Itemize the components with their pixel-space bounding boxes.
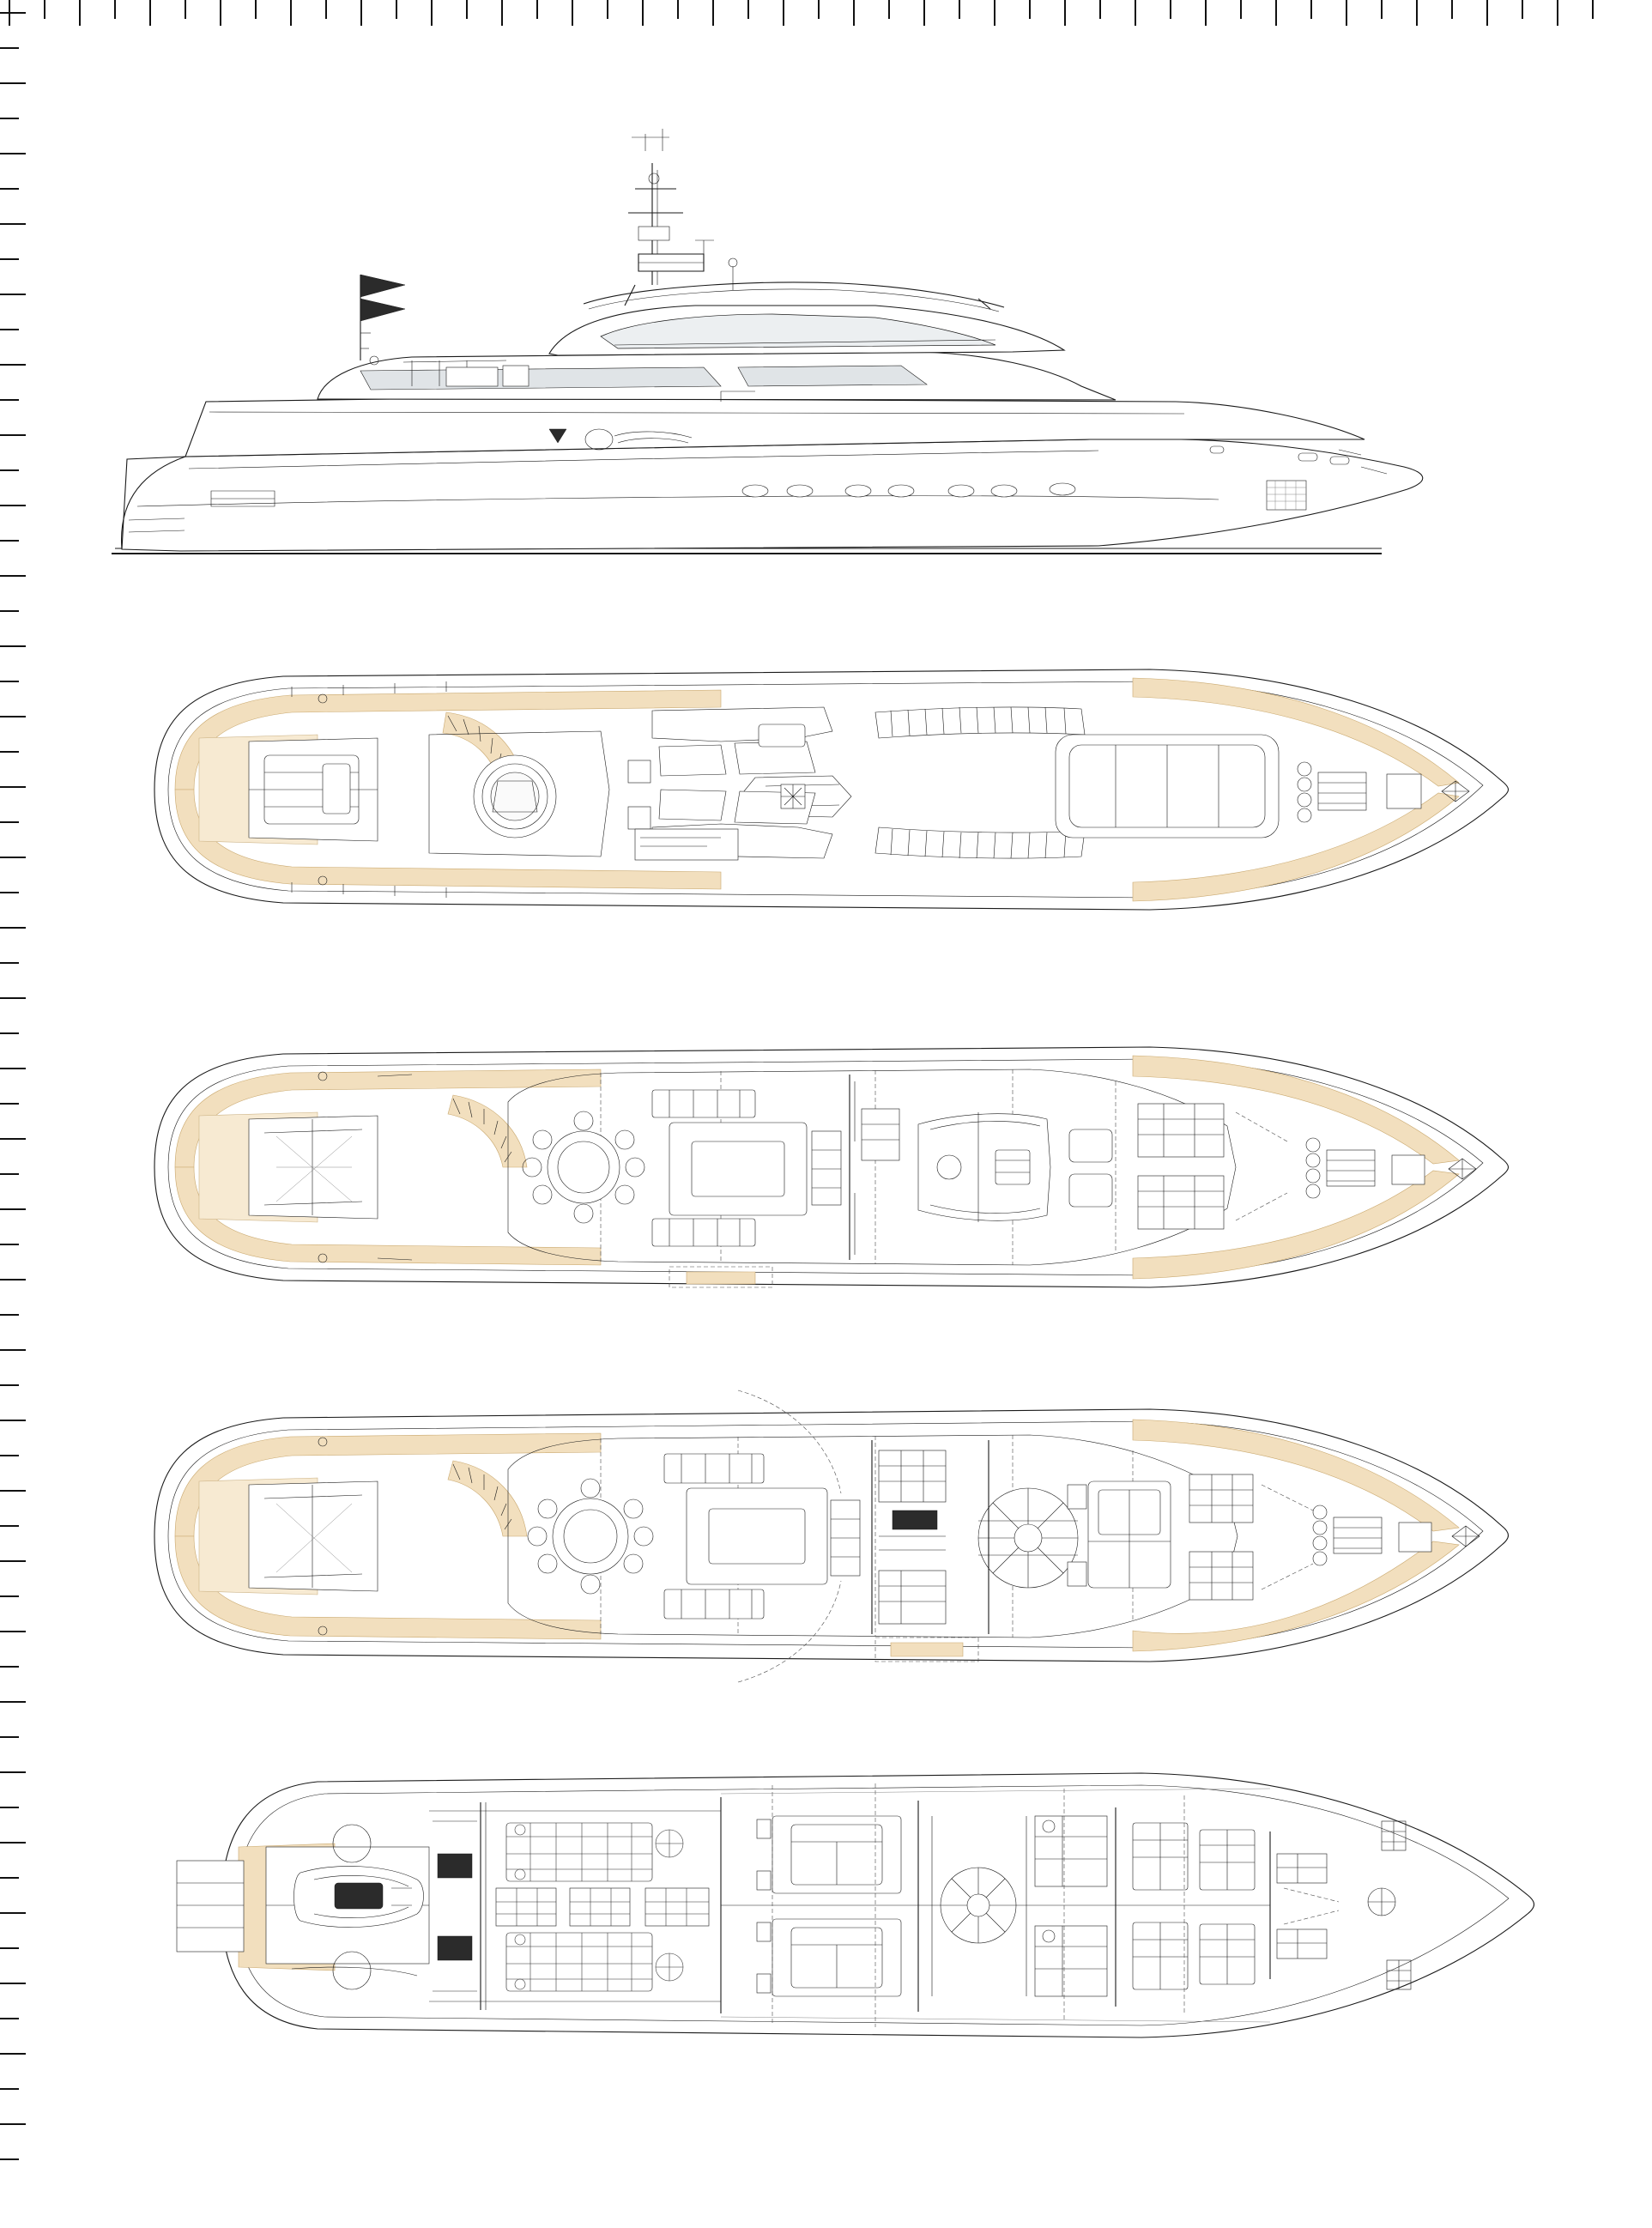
- ruler-tick: [501, 0, 503, 26]
- ruler-tick: [0, 153, 26, 154]
- ruler-tick: [0, 1420, 26, 1421]
- ruler-tick: [0, 1208, 26, 1210]
- ruler-tick: [0, 1947, 19, 1949]
- ruler-tick: [959, 0, 960, 19]
- ruler-tick: [783, 0, 784, 26]
- ruler-tick: [0, 47, 19, 49]
- ruler-tick: [114, 0, 116, 19]
- ruler-tick: [1557, 0, 1558, 26]
- horizontal-scale-ruler: [0, 0, 1652, 39]
- ruler-tick: [853, 0, 855, 26]
- ruler-tick: [220, 0, 221, 26]
- ruler-tick: [0, 575, 26, 577]
- ruler-tick: [0, 1631, 26, 1632]
- ruler-tick: [0, 1068, 26, 1069]
- ruler-tick: [0, 540, 19, 542]
- main-deck-plan-view: [120, 1390, 1579, 1682]
- ruler-tick: [0, 329, 19, 330]
- ruler-tick: [607, 0, 608, 19]
- ruler-tick: [1381, 0, 1383, 19]
- ruler-tick: [431, 0, 433, 26]
- ruler-tick: [0, 681, 19, 682]
- ruler-tick: [0, 1842, 26, 1844]
- ruler-tick: [0, 469, 19, 471]
- lower-deck-plan-view: [120, 1751, 1579, 2060]
- ruler-tick: [0, 82, 26, 84]
- upper-deck-plan-view: [120, 1030, 1579, 1305]
- ruler-tick: [0, 821, 19, 823]
- ruler-tick: [994, 0, 995, 26]
- ruler-tick: [0, 1666, 19, 1668]
- ruler-tick: [396, 0, 397, 19]
- ruler-tick: [0, 1244, 19, 1245]
- ruler-tick: [712, 0, 714, 26]
- ruler-tick: [0, 1138, 26, 1140]
- ruler-tick: [0, 751, 19, 753]
- ruler-tick: [0, 1807, 19, 1808]
- ruler-tick: [290, 0, 292, 26]
- ruler-tick: [1451, 0, 1453, 19]
- ruler-tick: [0, 1560, 26, 1562]
- ruler-tick: [923, 0, 925, 26]
- ruler-tick: [1240, 0, 1242, 19]
- ruler-tick: [0, 1103, 19, 1105]
- ruler-tick: [0, 857, 26, 858]
- ruler-tick: [0, 399, 19, 401]
- ruler-tick: [0, 258, 19, 260]
- ruler-tick: [255, 0, 257, 19]
- ruler-tick: [0, 1771, 26, 1773]
- ruler-tick: [0, 1983, 26, 1984]
- ruler-tick: [0, 997, 26, 999]
- ruler-tick: [0, 294, 26, 295]
- ruler-tick: [0, 1173, 19, 1175]
- ruler-tick: [0, 1384, 19, 1386]
- ruler-tick: [1310, 0, 1312, 19]
- ruler-tick: [572, 0, 573, 26]
- ruler-tick: [0, 223, 26, 225]
- ruler-tick: [0, 2018, 19, 2019]
- ruler-tick: [1064, 0, 1066, 26]
- ruler-tick: [466, 0, 468, 19]
- ruler-tick: [360, 0, 362, 26]
- ruler-tick: [642, 0, 644, 26]
- ruler-tick: [747, 0, 749, 19]
- ruler-tick: [0, 645, 26, 647]
- ruler-tick: [44, 0, 45, 19]
- ruler-tick: [149, 0, 151, 26]
- ruler-tick: [0, 927, 26, 929]
- ruler-tick: [677, 0, 679, 19]
- ruler-tick: [0, 188, 19, 190]
- ruler-tick: [0, 505, 26, 506]
- ruler-tick: [1346, 0, 1347, 26]
- ruler-tick: [0, 1314, 19, 1316]
- ruler-tick: [0, 1595, 19, 1597]
- ruler-tick: [1522, 0, 1523, 19]
- ruler-tick: [1416, 0, 1418, 26]
- ruler-tick: [0, 364, 26, 366]
- vertical-scale-ruler: [0, 0, 39, 2228]
- ruler-tick: [0, 1877, 19, 1879]
- ruler-tick: [325, 0, 327, 19]
- ruler-tick: [0, 962, 19, 964]
- ruler-tick: [1205, 0, 1207, 26]
- ruler-tick: [1135, 0, 1136, 26]
- ruler-tick: [0, 434, 26, 436]
- ruler-tick: [0, 1490, 26, 1492]
- ruler-tick: [0, 2158, 19, 2160]
- ruler-tick: [1592, 0, 1594, 19]
- ruler-tick: [185, 0, 186, 19]
- ruler-tick: [1099, 0, 1101, 19]
- ruler-tick: [1170, 0, 1171, 19]
- ruler-tick: [1486, 0, 1488, 26]
- ruler-tick: [0, 12, 26, 14]
- ruler-tick: [0, 1912, 26, 1914]
- ruler-tick: [0, 610, 19, 612]
- ruler-tick: [0, 2123, 26, 2125]
- ruler-tick: [0, 2053, 26, 2055]
- ruler-tick: [888, 0, 890, 19]
- sun-deck-plan-view: [120, 652, 1579, 927]
- ruler-tick: [0, 1032, 19, 1034]
- ruler-tick: [818, 0, 820, 19]
- ruler-tick: [0, 118, 19, 119]
- exterior-profile-view: [103, 103, 1562, 566]
- ruler-tick: [0, 892, 19, 893]
- ruler-tick: [0, 1701, 26, 1703]
- ruler-tick: [79, 0, 81, 26]
- ruler-tick: [0, 1455, 19, 1456]
- ruler-tick: [0, 716, 26, 717]
- ruler-tick: [0, 1736, 19, 1738]
- ruler-tick: [0, 1349, 26, 1351]
- ruler-tick: [0, 1525, 19, 1527]
- ruler-tick: [0, 1279, 26, 1280]
- ruler-tick: [0, 2088, 19, 2090]
- ruler-tick: [0, 786, 26, 788]
- ruler-tick: [1275, 0, 1277, 26]
- ruler-tick: [536, 0, 538, 19]
- ruler-tick: [1029, 0, 1031, 19]
